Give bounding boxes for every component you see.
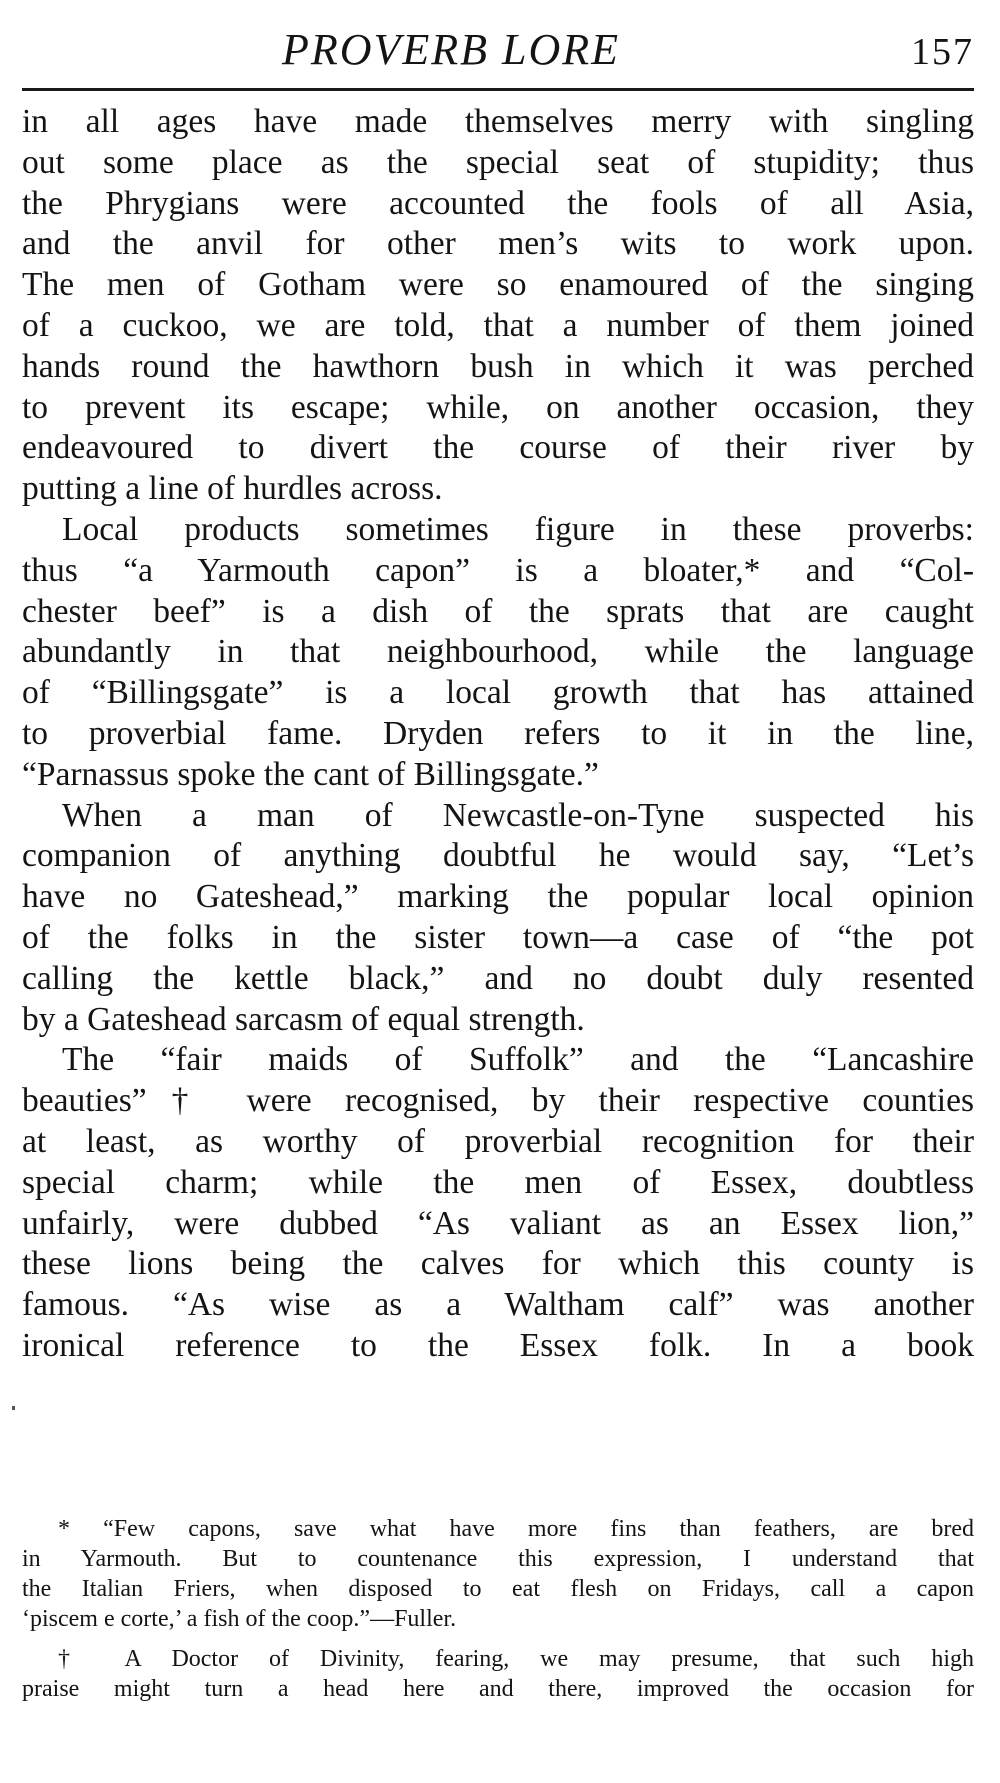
footnote-line: * “Few capons, save what have more fins than feathers, are bred: [58, 1516, 974, 1542]
text-line: endeavoured to divert the course of their river by: [22, 429, 974, 467]
text-line: beauties”† were recognised, by their respective counties: [22, 1082, 974, 1120]
text-line: When a man of Newcastle-on-Tyne suspected his: [62, 796, 974, 834]
text-line: by a Gateshead sarcasm of equal strength.: [22, 1000, 585, 1038]
text-line: thus “a Yarmouth capon” is a bloater,* and “Col-: [22, 551, 974, 589]
text-line: have no Gateshead,” marking the popular local opinion: [22, 878, 974, 916]
text-line: companion of anything doubtful he would say, “Let’s: [22, 837, 974, 875]
text-line: abundantly in that neighbourhood, while the language: [22, 633, 974, 671]
text-line: these lions being the calves for which this county is: [22, 1245, 974, 1283]
text-line: ironical reference to the Essex folk. In a book: [22, 1326, 974, 1364]
text-line: calling the kettle black,” and no doubt duly resented: [22, 959, 974, 997]
footnote-line: praise might turn a head here and there, improved the occasion for: [22, 1676, 974, 1702]
text-line: putting a line of hurdles across.: [22, 470, 443, 508]
text-line: The men of Gotham were so enamoured of the singing: [22, 266, 974, 304]
footnote-gap: [22, 1634, 974, 1644]
text-line: unfairly, were dubbed “As valiant as an Essex lion,”: [22, 1204, 974, 1242]
text-line: out some place as the special seat of stupidity; thus: [22, 143, 974, 181]
footnote-line: in Yarmouth. But to countenance this expression, I understand that: [22, 1546, 974, 1572]
margin-speck: [12, 1406, 15, 1410]
footnote-line: † A Doctor of Divinity, fearing, we may presume, that such high: [58, 1646, 974, 1672]
text-line: Local products sometimes figure in these proverbs:: [62, 510, 974, 548]
text-line: famous. “As wise as a Waltham calf” was another: [22, 1286, 974, 1324]
page-header: [22, 18, 974, 78]
footnote-line: ‘piscem e corte,’ a fish of the coop.”—Fuller.: [22, 1606, 457, 1632]
page-number: 157: [911, 31, 974, 73]
body-text: [22, 102, 974, 1367]
text-line: at least, as worthy of proverbial recognition for their: [22, 1122, 974, 1160]
text-line: of a cuckoo, we are told, that a number of them joined: [22, 306, 974, 344]
text-line: of “Billingsgate” is a local growth that has attained: [22, 674, 974, 712]
text-line: The “fair maids of Suffolk” and the “Lancashire: [62, 1041, 974, 1079]
text-line: of the folks in the sister town—a case of “the pot: [22, 918, 974, 956]
running-title: PROVERB LORE: [282, 25, 621, 74]
book-page: [22, 0, 982, 1783]
text-line: the Phrygians were accounted the fools of all Asia,: [22, 184, 974, 222]
text-line: chester beef” is a dish of the sprats that are caught: [22, 592, 974, 630]
text-line: and the anvil for other men’s wits to work upon.: [22, 225, 974, 263]
text-line: in all ages have made themselves merry with singling: [22, 103, 974, 140]
footnote-line: the Italian Friers, when disposed to eat flesh on Fridays, call a capon: [22, 1576, 974, 1602]
text-line: to prevent its escape; while, on another occasion, they: [22, 388, 974, 426]
footnotes: [22, 1514, 974, 1704]
header-rule: [22, 88, 974, 91]
text-line: hands round the hawthorn bush in which it was perched: [22, 347, 974, 385]
text-line: to proverbial fame. Dryden refers to it in the line,: [22, 714, 974, 752]
text-line: special charm; while the men of Essex, doubtless: [22, 1163, 974, 1201]
text-line: “Parnassus spoke the cant of Billingsgate.”: [22, 755, 599, 793]
